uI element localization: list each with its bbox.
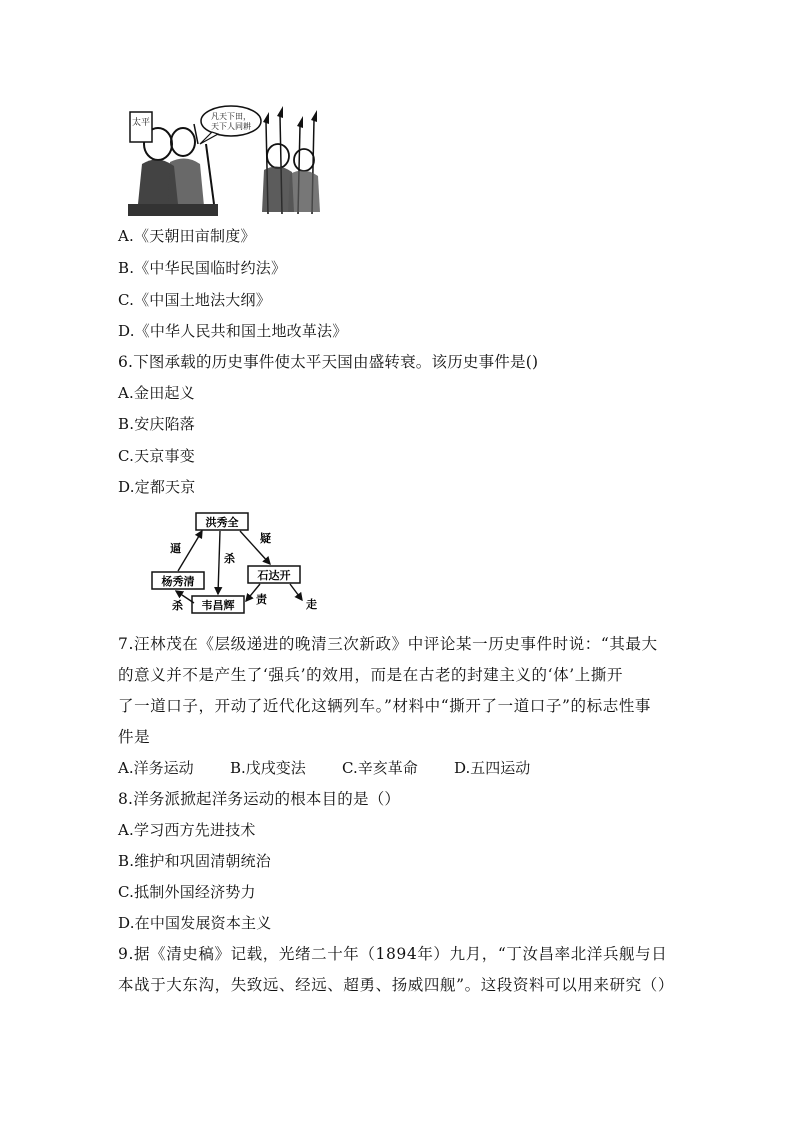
edge-label-bottom-left: 杀 (172, 599, 183, 612)
q7-stem-line: 7.汪林茂在《层级递进的晚清三次新政》中评论某一历史事件时说：“其最大 (118, 635, 658, 653)
edge-hong-to-wei (218, 531, 220, 594)
taiping-cartoon-image (128, 104, 324, 216)
cartoon-banner: 太平 (131, 118, 151, 128)
q5-option-b: B.《中华民国临时约法》 (118, 259, 287, 277)
node-yang-xiuqing (152, 572, 204, 589)
edge-label-right: 疑 (260, 532, 271, 545)
q5-option-c: C.《中国土地法大纲》 (118, 291, 271, 309)
node-yang-xiuqing-label: 杨秀清 (161, 575, 195, 588)
node-wei-changhui-label: 韦昌辉 (201, 599, 235, 612)
q5-option-a: A.《天朝田亩制度》 (118, 227, 256, 245)
q8-option-a: A.学习西方先进技术 (118, 821, 256, 839)
q7-stem (118, 629, 683, 753)
q7-stem-line: 的意义并不是产生了‘强兵’的效用，而是在古老的封建主义的‘体’上撕开 (118, 666, 624, 684)
node-shi-dakai (248, 566, 300, 583)
q6-option-b: B.安庆陷落 (118, 415, 195, 433)
q7-option-b: B.戊戌变法 (230, 759, 306, 777)
speech-bubble-line-2: 天下人同耕 (211, 122, 251, 131)
q9-stem-line: 9.据《清史稿》记载，光绪二十年（1894年）九月，“丁汝昌率北洋兵舰与日 (118, 945, 668, 963)
q9-stem (118, 939, 683, 1001)
edge-label-away: 走 (306, 598, 317, 611)
edge-yang-to-hong (178, 531, 202, 571)
tianjing-incident-diagram (120, 508, 320, 616)
q7-stem-line: 件是 (118, 728, 151, 746)
q7-stem-line: 了一道口子，开动了近代化这辆列车。”材料中“撕开了一道口子”的标志性事 (118, 697, 652, 715)
q8-option-d: D.在中国发展资本主义 (118, 914, 272, 932)
q9-stem-line: 本战于大东沟，失致远、经远、超勇、扬威四舰”。这段资料可以用来研究（） (118, 976, 674, 994)
edge-label-middle: 杀 (224, 552, 235, 565)
q6-option-a: A.金田起义 (118, 384, 195, 402)
q8-stem: 8.洋务派掀起洋务运动的根本目的是（） (118, 790, 401, 808)
q8-option-c: C.抵制外国经济势力 (118, 883, 256, 901)
node-hong-xiuquan (196, 513, 248, 530)
edge-label-bottom-right: 责 (256, 593, 267, 606)
node-shi-dakai-label: 石达开 (257, 569, 291, 582)
q7-option-c: C.辛亥革命 (342, 759, 418, 777)
q6-stem: 6.下图承载的历史事件使太平天国由盛转衰。该历史事件是() (118, 353, 539, 371)
edge-label-left: 逼 (170, 542, 181, 555)
q5-option-d: D.《中华人民共和国土地改革法》 (118, 322, 348, 340)
q6-option-c: C.天京事变 (118, 447, 195, 465)
speech-bubble-line-1: 凡天下田， (211, 112, 251, 121)
q7-option-a: A.洋务运动 (118, 759, 194, 777)
q8-option-b: B.维护和巩固清朝统治 (118, 852, 271, 870)
node-wei-changhui (192, 596, 244, 613)
q7-option-d: D.五四运动 (454, 759, 531, 777)
q6-option-d: D.定都天京 (118, 478, 196, 496)
q7-options (118, 758, 530, 778)
node-hong-xiuquan-label: 洪秀全 (205, 516, 239, 529)
edge-shi-leaves (290, 584, 302, 600)
